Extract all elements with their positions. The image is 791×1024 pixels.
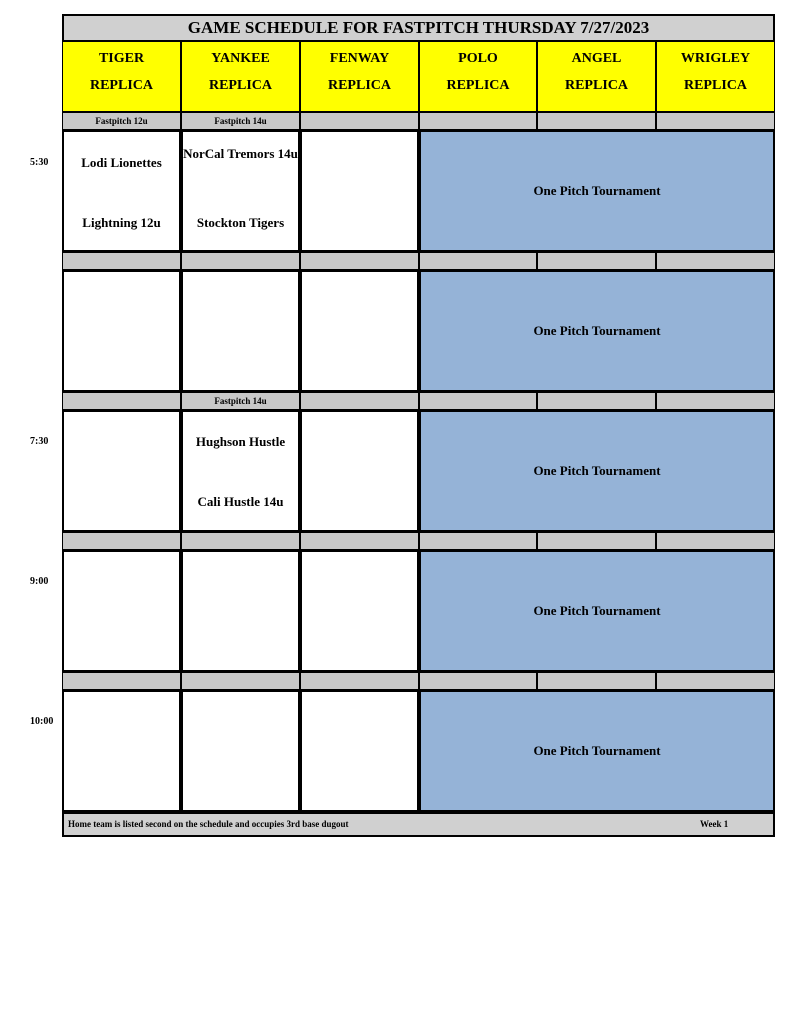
division-label: [656, 672, 775, 690]
field-header: [656, 42, 775, 112]
game-cell[interactable]: [62, 410, 181, 532]
field-type: REPLICA: [208, 78, 272, 93]
division-label: Fastpitch 12u: [62, 112, 181, 130]
division-label: [537, 112, 656, 130]
division-label: [656, 392, 775, 410]
week-label: Week 1: [700, 819, 729, 829]
division-label: [300, 112, 419, 130]
division-label: [419, 532, 537, 550]
field-name: POLO: [458, 51, 498, 66]
division-label: [419, 672, 537, 690]
home-team: Stockton Tigers: [196, 215, 285, 230]
field-header: [300, 42, 419, 112]
field-header: [419, 42, 537, 112]
game-cell[interactable]: [181, 270, 300, 392]
game-cell[interactable]: [181, 550, 300, 672]
tournament-block: One Pitch Tournament: [419, 410, 775, 532]
away-team: Lodi Lionettes: [81, 155, 162, 170]
field-name: FENWAY: [329, 51, 390, 66]
division-label: [419, 392, 537, 410]
division-label: [537, 532, 656, 550]
division-label: [656, 112, 775, 130]
home-team-note: Home team is listed second on the schedule and occupies 3rd base dugout: [68, 819, 349, 829]
division-label: [419, 252, 537, 270]
game-cell[interactable]: [181, 130, 300, 252]
field-name: TIGER: [98, 51, 145, 66]
game-cell[interactable]: [62, 690, 181, 812]
division-label: [300, 532, 419, 550]
game-cell[interactable]: [62, 130, 181, 252]
tournament-block: One Pitch Tournament: [419, 130, 775, 252]
tournament-block: One Pitch Tournament: [419, 690, 775, 812]
division-label: Fastpitch 14u: [181, 392, 300, 410]
division-label: [537, 392, 656, 410]
division-label: [62, 532, 181, 550]
field-name: YANKEE: [211, 51, 270, 66]
home-team: Cali Hustle 14u: [197, 494, 284, 509]
division-label: [181, 252, 300, 270]
field-name: ANGEL: [571, 51, 622, 66]
field-name: WRIGLEY: [680, 51, 751, 66]
field-type: REPLICA: [327, 78, 391, 93]
time-label: 5:30: [30, 157, 49, 168]
away-team: NorCal Tremors 14u: [183, 146, 298, 161]
field-header: [62, 42, 181, 112]
division-label: [419, 112, 537, 130]
game-cell[interactable]: [62, 270, 181, 392]
game-cell[interactable]: [300, 550, 419, 672]
field-type: REPLICA: [564, 78, 628, 93]
field-header: [181, 42, 300, 112]
division-label: [62, 672, 181, 690]
schedule-title: GAME SCHEDULE FOR FASTPITCH THURSDAY 7/27/2023: [62, 14, 775, 42]
division-label: [656, 252, 775, 270]
division-label: [300, 392, 419, 410]
division-label: Fastpitch 14u: [181, 112, 300, 130]
division-label: [62, 252, 181, 270]
tournament-block: One Pitch Tournament: [419, 270, 775, 392]
division-label: [537, 672, 656, 690]
division-label: [300, 672, 419, 690]
division-label: [537, 252, 656, 270]
division-label: [656, 532, 775, 550]
game-cell[interactable]: [181, 690, 300, 812]
time-label: 7:30: [30, 436, 49, 447]
field-header: [537, 42, 656, 112]
division-label: [300, 252, 419, 270]
game-cell[interactable]: [300, 410, 419, 532]
field-type: REPLICA: [89, 78, 153, 93]
game-cell[interactable]: [62, 550, 181, 672]
division-label: [181, 532, 300, 550]
game-cell[interactable]: [181, 410, 300, 532]
time-label: 10:00: [30, 716, 54, 727]
away-team: Hughson Hustle: [195, 434, 286, 449]
field-type: REPLICA: [683, 78, 747, 93]
division-label: [62, 392, 181, 410]
schedule-footer: [62, 812, 775, 837]
game-cell[interactable]: [300, 270, 419, 392]
field-type: REPLICA: [446, 78, 510, 93]
home-team: Lightning 12u: [82, 215, 161, 230]
division-label: [181, 672, 300, 690]
game-cell[interactable]: [300, 130, 419, 252]
time-label: 9:00: [30, 576, 49, 587]
tournament-block: One Pitch Tournament: [419, 550, 775, 672]
game-cell[interactable]: [300, 690, 419, 812]
